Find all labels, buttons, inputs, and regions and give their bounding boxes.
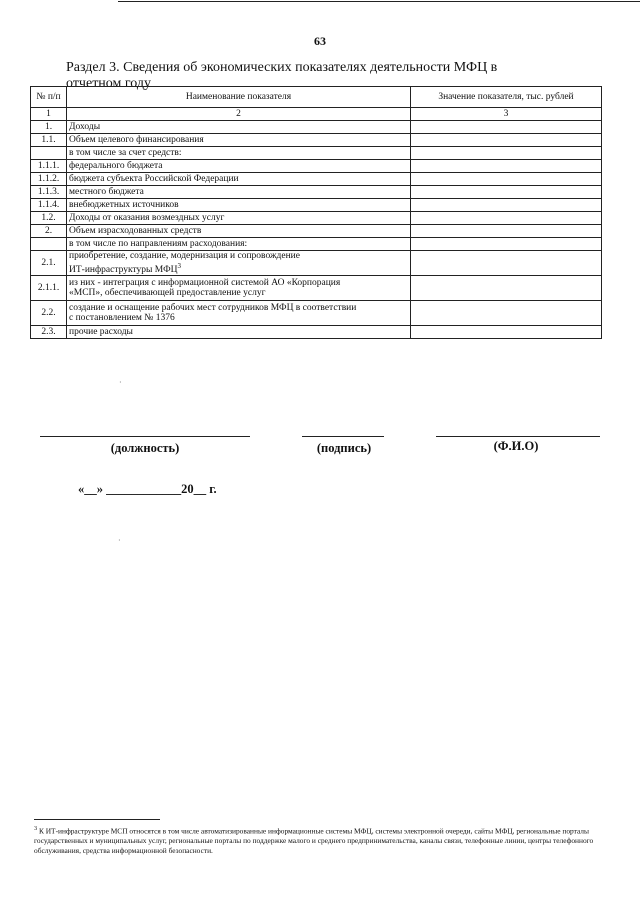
scan-speck: · (118, 536, 121, 545)
row-number-cell (31, 147, 67, 160)
row-number-cell: 1.1.4. (31, 199, 67, 212)
table-row (31, 276, 602, 301)
row-name-text: Объем целевого финансирования (69, 135, 204, 145)
row-value-cell (411, 212, 602, 225)
column-number-row (31, 108, 602, 121)
signature-label: (подпись) (316, 441, 372, 455)
row-number-cell: 2.1. (31, 251, 67, 276)
row-name-cell (67, 251, 411, 276)
name-label: (Ф.И.О) (493, 439, 539, 453)
row-name-text: из них - интеграция с информационной системой АО «Корпорация (69, 278, 341, 289)
header-cell-value: Значение показателя, тыс. рублей (411, 87, 602, 108)
row-name-text: Объем израсходованных средств (69, 226, 202, 236)
row-name-text-continued: «МСП», обеспечивающей предоставление услуг (69, 288, 266, 299)
footnote-reference: 3 (177, 262, 181, 270)
row-name-cell (67, 276, 411, 301)
scan-speck: · (119, 378, 122, 387)
row-name-text-continued: ИТ-инфраструктуры МФЦ (69, 265, 178, 276)
date-line: «__» ____________20__ г. (78, 482, 217, 496)
row-value-cell (411, 134, 602, 147)
row-value-cell (411, 147, 602, 160)
header-cell-number: № п/п (31, 87, 67, 108)
row-name-cell (67, 134, 411, 147)
row-value-cell (411, 301, 602, 326)
row-value-cell (411, 186, 602, 199)
name-signature-line (436, 436, 600, 437)
row-value-cell (411, 173, 602, 186)
row-number-cell: 1.1.2. (31, 173, 67, 186)
table-row (31, 147, 602, 160)
row-value-cell (411, 225, 602, 238)
row-name-text: Доходы (69, 122, 101, 132)
footnote (34, 824, 600, 856)
row-name-text: федерального бюджета (69, 161, 163, 171)
row-name-text: бюджета субъекта Российской Федерации (69, 174, 239, 184)
row-name-text: местного бюджета (69, 187, 144, 197)
row-number-cell: 1. (31, 121, 67, 134)
table-header-row (31, 87, 602, 108)
position-signature-line (40, 436, 250, 437)
row-name-text: в том числе по направлениям расходования: (69, 239, 248, 249)
row-name-text: приобретение, создание, модернизация и сопровождение (69, 251, 300, 261)
table-row (31, 301, 602, 326)
row-name-text: в том числе за счет средств: (69, 148, 182, 158)
row-name-cell (67, 212, 411, 225)
indicators-table (30, 86, 602, 339)
row-number-cell: 1.2. (31, 212, 67, 225)
row-name-cell (67, 301, 411, 326)
row-number-cell: 2.3. (31, 326, 67, 339)
row-value-cell (411, 199, 602, 212)
row-number-cell: 1.1.3. (31, 186, 67, 199)
row-name-cell (67, 173, 411, 186)
table-row (31, 160, 602, 173)
row-value-cell (411, 160, 602, 173)
row-value-cell (411, 121, 602, 134)
footnote-text: К ИТ-инфраструктуре МСП относятся в том числе автоматизированные информационные системы МФЦ, системы электронной очереди, сайты МФЦ, региональные порталы государственных и муниципальных услуг, региональные порталы по поддержке малого и среднего предпринимательства, каналы связи, телефонные линии, центры телефонного обслуживания, средства информационной безопасности. (34, 826, 594, 856)
row-name-text: создание и оснащение рабочих мест сотрудников МФЦ в соответствии (69, 303, 357, 314)
table-row (31, 121, 602, 134)
table-row (31, 199, 602, 212)
row-name-cell (67, 326, 411, 339)
row-value-cell (411, 251, 602, 276)
table-row (31, 225, 602, 238)
row-value-cell (411, 238, 602, 251)
top-border-line (118, 1, 640, 2)
row-name-text: Доходы от оказания возмездных услуг (69, 213, 225, 223)
row-name-cell (67, 147, 411, 160)
position-label: (должность) (110, 441, 180, 455)
row-value-cell (411, 276, 602, 301)
table-row (31, 326, 602, 339)
footnote-separator (34, 819, 160, 820)
row-value-cell (411, 326, 602, 339)
table-row (31, 212, 602, 225)
row-name-cell (67, 238, 411, 251)
table-row (31, 134, 602, 147)
page-number: 63 (314, 34, 326, 48)
table-row (31, 173, 602, 186)
table-row (31, 238, 602, 251)
row-name-cell (67, 121, 411, 134)
footnote-mark: 3 (34, 826, 38, 832)
row-name-cell (67, 160, 411, 173)
row-name-cell (67, 199, 411, 212)
row-number-cell: 1.1.1. (31, 160, 67, 173)
table-row (31, 251, 602, 276)
row-number-cell: 1.1. (31, 134, 67, 147)
section-heading: Раздел 3. Сведения об экономических показателях деятельности МФЦ в отчетном году (66, 60, 498, 91)
signature-line (302, 436, 384, 437)
table-row (31, 186, 602, 199)
row-number-cell: 2.2. (31, 301, 67, 326)
row-number-cell (31, 238, 67, 251)
row-name-text-continued: с постановлением № 1376 (69, 313, 175, 324)
column-number-cell: 1 (31, 108, 67, 121)
column-number-cell: 3 (411, 108, 602, 121)
row-number-cell: 2. (31, 225, 67, 238)
row-name-cell (67, 186, 411, 199)
row-name-cell (67, 225, 411, 238)
column-number-cell: 2 (67, 108, 411, 121)
header-cell-name: Наименование показателя (67, 87, 411, 108)
row-name-text: внебюджетных источников (69, 200, 179, 210)
row-name-text: прочие расходы (69, 327, 133, 338)
row-number-cell: 2.1.1. (31, 276, 67, 301)
